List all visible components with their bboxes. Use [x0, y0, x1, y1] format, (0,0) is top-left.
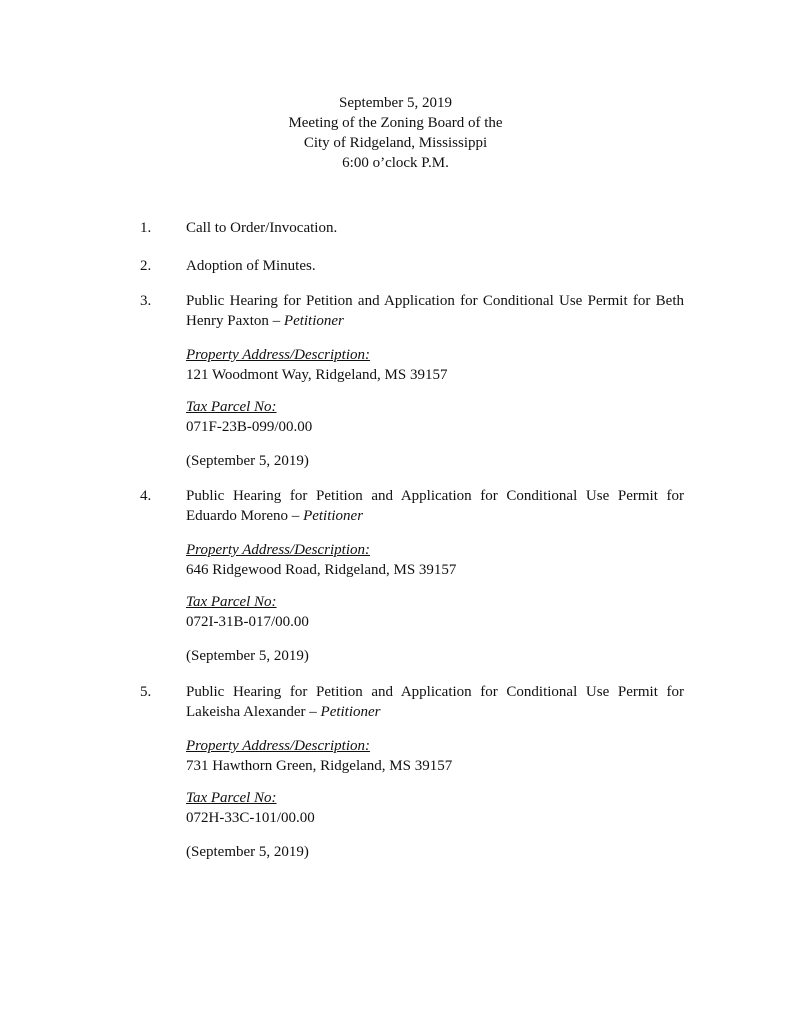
item-text: Adoption of Minutes.	[186, 258, 316, 274]
meeting-time: 6:00 o’clock P.M.	[342, 155, 449, 171]
item-3-date-note	[186, 451, 684, 471]
parcel-value: 072I-31B-017/00.00	[186, 614, 309, 630]
address-value: 121 Woodmont Way, Ridgeland, MS 39157	[186, 367, 448, 383]
item-5-address	[186, 736, 684, 776]
item-number: 5.	[140, 684, 152, 700]
agenda-header	[0, 93, 791, 173]
item-text: Public Hearing for Petition and Application for Conditional Use Permit for Beth Henry Paxton –	[186, 293, 684, 329]
parcel-label: Tax Parcel No:	[186, 790, 277, 806]
date-note: (September 5, 2019)	[186, 844, 309, 860]
item-5-parcel	[186, 788, 684, 828]
item-text-block	[186, 486, 684, 526]
address-label: Property Address/Description:	[186, 542, 371, 558]
item-3-parcel	[186, 397, 684, 437]
address-value: 646 Ridgewood Road, Ridgeland, MS 39157	[186, 562, 457, 578]
item-role: Petitioner	[303, 508, 364, 524]
item-text: Public Hearing for Petition and Application for Conditional Use Permit for Lakeisha Alexander –	[186, 684, 684, 720]
address-value: 731 Hawthorn Green, Ridgeland, MS 39157	[186, 758, 453, 774]
item-4-date-note	[186, 646, 684, 666]
address-label: Property Address/Description:	[186, 347, 371, 363]
date-note: (September 5, 2019)	[186, 453, 309, 469]
item-text-block	[186, 682, 684, 722]
parcel-value: 071F-23B-099/00.00	[186, 419, 313, 435]
item-number: 3.	[140, 293, 152, 309]
item-text: Public Hearing for Petition and Application for Conditional Use Permit for Eduardo Moreno –	[186, 488, 684, 524]
item-text: Call to Order/Invocation.	[186, 220, 338, 236]
item-role: Petitioner	[283, 313, 344, 329]
item-4-address	[186, 540, 684, 580]
item-number: 2.	[140, 258, 152, 274]
item-number: 1.	[140, 220, 152, 236]
item-4-parcel	[186, 592, 684, 632]
item-3-address	[186, 345, 684, 385]
item-number: 4.	[140, 488, 152, 504]
item-role: Petitioner	[320, 704, 381, 720]
date-note: (September 5, 2019)	[186, 648, 309, 664]
meeting-title: Meeting of the Zoning Board of the	[288, 115, 503, 131]
item-text-block	[186, 291, 684, 331]
parcel-label: Tax Parcel No:	[186, 594, 277, 610]
meeting-date: September 5, 2019	[339, 95, 452, 111]
parcel-value: 072H-33C-101/00.00	[186, 810, 315, 826]
address-label: Property Address/Description:	[186, 738, 371, 754]
parcel-label: Tax Parcel No:	[186, 399, 277, 415]
meeting-city: City of Ridgeland, Mississippi	[303, 135, 488, 151]
item-5-date-note	[186, 842, 684, 862]
